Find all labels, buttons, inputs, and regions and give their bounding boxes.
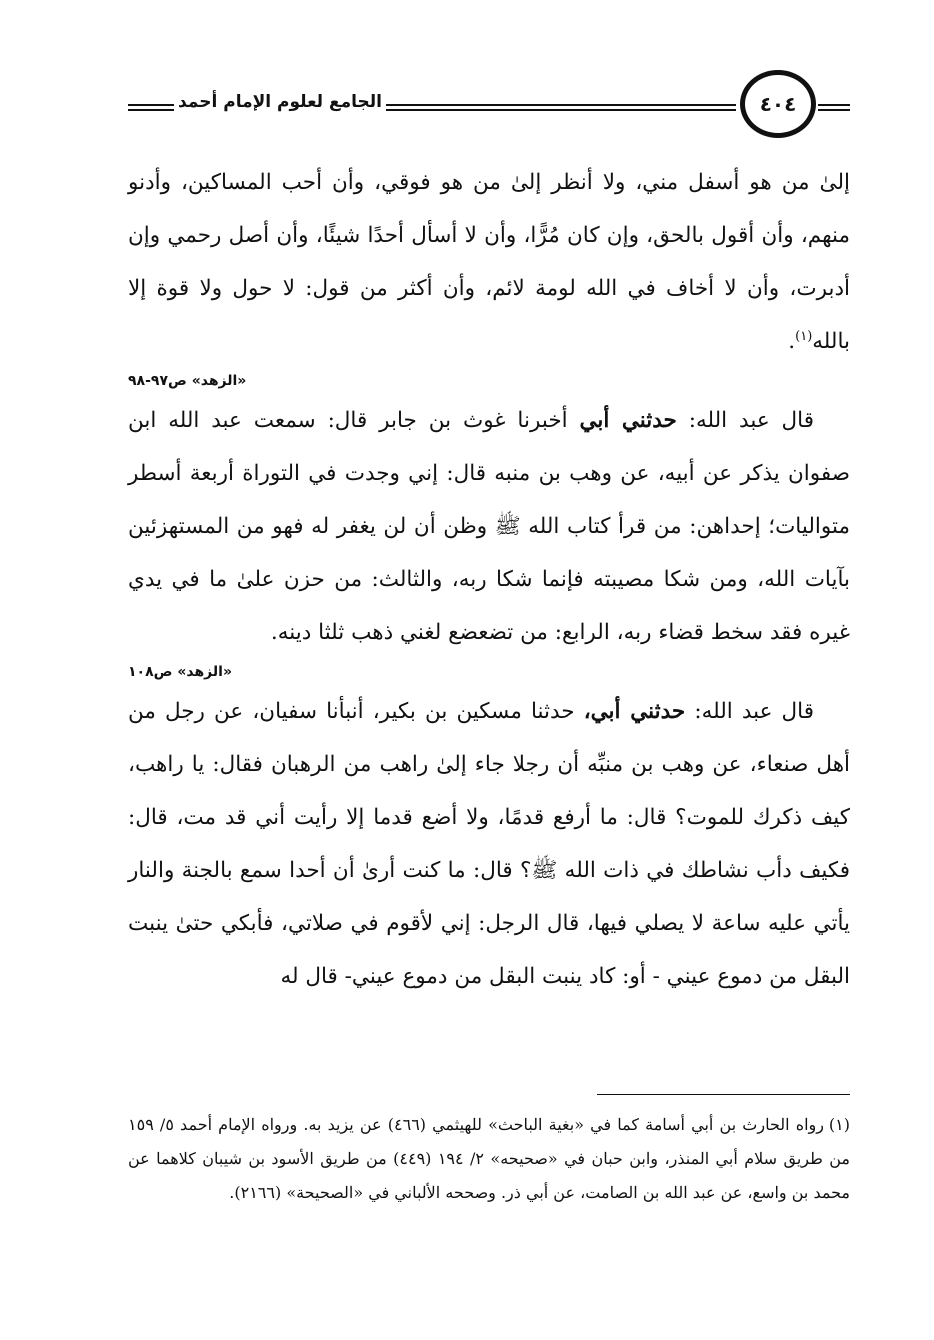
paragraph-end: .	[788, 329, 796, 354]
narrator-bold: حدثني أبي	[579, 408, 677, 433]
paragraph-text: حدثنا مسكين بن بكير، أنبأنا سفيان، عن رجل من أهل صنعاء، عن وهب بن منبِّه أن رجلا جاء إلىٰ راهب من الرهبان فقال: يا راهب، كيف ذكرك للموت؟ قال: ما أرفع قدمًا، ولا أضع قدما إلا رأيت أني قد مت، قال: فكيف دأب نشاطك في ذات الله ﷺ؟ قال: ما كنت أرىٰ أن أحدا سمع بالجنة والنار يأتي عليه ساعة لا يصلي فيها، قال الرجل: إني لأقوم في صلاتي، فأبكي حتىٰ ينبت البقل من دموع عيني - أو: كاد ينبت البقل من دموع عيني- قال له	[128, 699, 850, 989]
paragraph	[128, 156, 850, 368]
narrator-bold: حدثني أبي،	[583, 699, 686, 724]
narrator-lead: قال عبد الله:	[685, 699, 815, 724]
source-reference: «الزهد» ص١٠٨	[128, 664, 232, 680]
running-header	[128, 70, 850, 140]
paragraph-text: إلىٰ من هو أسفل مني، ولا أنظر إلىٰ من هو فوقي، وأن أحب المساكين، وأدنو منهم، وأن أقول بالحق، وإن كان مُرًّا، وأن لا أسأل أحدًا شيئًا، وأن أصل رحمي وإن أدبرت، وأن لا أخاف في الله لومة لائم، وأن أكثر من قول: لا حول ولا قوة إلا بالله	[128, 170, 850, 354]
page-number-badge: ٤٠٤	[740, 70, 816, 138]
footnotes	[128, 1108, 850, 1210]
body-text	[128, 156, 850, 1003]
footnote-reference[interactable]: (١)	[795, 328, 813, 344]
source-reference: «الزهد» ص٩٧-٩٨	[128, 373, 247, 389]
header-double-rule	[386, 104, 736, 111]
footnote	[128, 1108, 850, 1210]
header-double-rule	[818, 104, 850, 111]
footnote-text: رواه الحارث بن أبي أسامة كما في «بغية الباحث» للهيثمي (٤٦٦) عن يزيد به. ورواه الإمام أحمد ٥/ ١٥٩ من طريق سلام أبي المنذر، وابن حبان في «صحيحه» ٢/ ١٩٤ (٤٤٩) من طريق الأسود بن شيبان كلاهما عن محمد بن واسع، عن عبد الله بن الصامت، عن أبي ذر. وصححه الألباني في «الصحيحة» (٢١٦٦).	[128, 1115, 850, 1202]
narrator-lead: قال عبد الله:	[676, 408, 814, 433]
paragraph	[128, 685, 850, 1003]
footnote-marker: (١)	[828, 1115, 851, 1134]
running-title: الجامع لعلوم الإمام أحمد	[178, 92, 382, 112]
paragraph-text: أخبرنا غوث بن جابر قال: سمعت عبد الله ابن صفوان يذكر عن أبيه، عن وهب بن منبه قال: إني وجدت في التوراة أربعة أسطر متواليات؛ إحداهن: من قرأ كتاب الله ﷺ وظن أن لن يغفر له فهو من المستهزئين بآيات الله، ومن شكا مصيبته فإنما شكا ربه، والثالث: من حزن علىٰ ما في يدي غيره فقد سخط قضاء ربه، الرابع: من تضعضع لغني ذهب ثلثا دينه.	[128, 408, 850, 645]
header-double-rule	[128, 104, 174, 111]
footnote-separator	[597, 1094, 850, 1095]
paragraph	[128, 394, 850, 659]
